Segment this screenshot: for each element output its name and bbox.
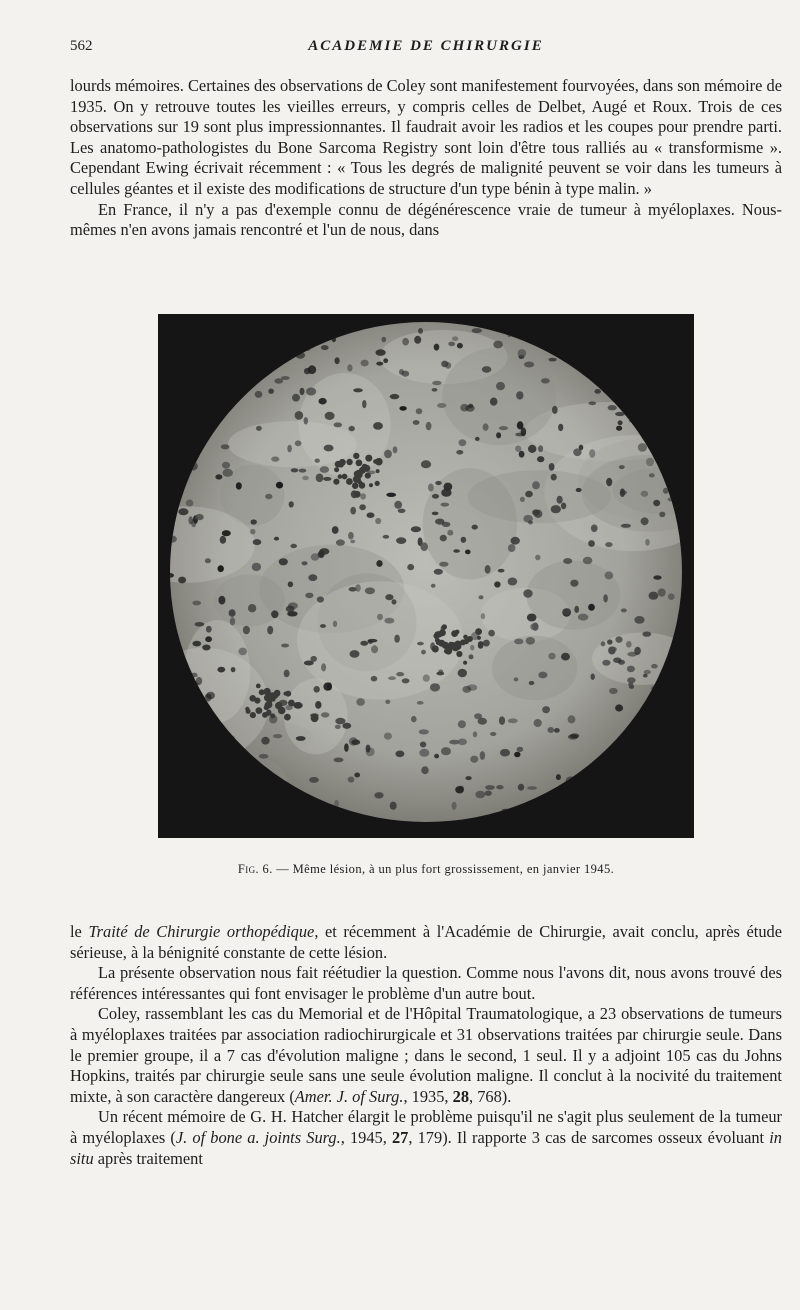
paragraph: En France, il n'y a pas d'exemple connu de dégénérescence vraie de tumeur à myéloplaxes. Nous-mêmes n'en avons jamais rencontré et l'un de nous, dans bbox=[70, 199, 782, 240]
journal-citation: J. of bone a. joints Surg. bbox=[175, 1127, 341, 1147]
figure-caption bbox=[70, 862, 782, 877]
paragraph: lourds mémoires. Certaines des observations de Coley sont manifestement fourvoyées, dans son mémoire de 1935. On y retrouve toutes les vieilles erreurs, y compris celles de Delbet, Augé et Roux. Trois de ces observations sur 19 sont plus impressionnantes. Il faudrait avoir les radios et les coupes pour prendre parti. Les anatomo-pathologistes du Bone Sarcoma Registry sont loin d'être tous ralliés au « transformisme ». Cependant Ewing écrivait récemment : « Tous les degrés de malignité peuvent se voir dans les tumeurs à cellules géantes et il existe des modifications de structure d'un type bénin à type malin. » bbox=[70, 76, 782, 198]
bottom-text-block bbox=[70, 922, 782, 1169]
paragraph: Coley, rassemblant les cas du Memorial et de l'Hôpital Traumatologique, a 23 observations de tumeurs à myéloplaxes traitées par association radiochirurgicale et 31 observations traitées par chirurgie seule. Dans le premier groupe, il a 7 cas d'évolution maligne ; dans le second, 1 seul. Il y a adjoint 105 cas du Johns Hopkins, traités par chirurgie seule sans une seule évolution maligne. Il conclut à la nocivité du traitement mixte, à son caractère dangereux (Amer. J. of Surg., 1935, 28, 768). bbox=[70, 1004, 782, 1106]
volume-number: 28 bbox=[452, 1086, 470, 1106]
caption-text: — Même lésion, à un plus fort grossissement, en janvier 1945. bbox=[272, 862, 615, 876]
page-header bbox=[70, 38, 782, 60]
running-title: ACADEMIE DE CHIRURGIE bbox=[308, 38, 544, 54]
figure-label: Fig. 6. bbox=[237, 862, 273, 876]
paragraph: La présente observation nous fait réétudier la question. Comme nous l'avons dit, nous avons trouvé des références intéressantes qui font envisager le problème d'un autre bout. bbox=[70, 963, 782, 1003]
page-number: 562 bbox=[70, 38, 93, 54]
micrograph-image bbox=[158, 314, 694, 838]
volume-number: 27 bbox=[391, 1127, 409, 1147]
paragraph: Un récent mémoire de G. H. Hatcher élargit le problème puisqu'il ne s'agit plus seulement de la tumeur à myéloplaxes (J. of bone a. joints Surg., 1945, 27, 179). Il rapporte 3 cas de sarcomes osseux évoluant in situ après traitement bbox=[70, 1107, 782, 1168]
journal-citation: Amer. J. of Surg. bbox=[294, 1086, 404, 1106]
paragraph: le Traité de Chirurgie orthopédique, et récemment à l'Académie de Chirurgie, avait conclu, après étude sérieuse, à la bénignité constante de cette lésion. bbox=[70, 922, 782, 962]
top-text-block bbox=[70, 76, 782, 241]
micrograph-figure bbox=[158, 314, 694, 838]
